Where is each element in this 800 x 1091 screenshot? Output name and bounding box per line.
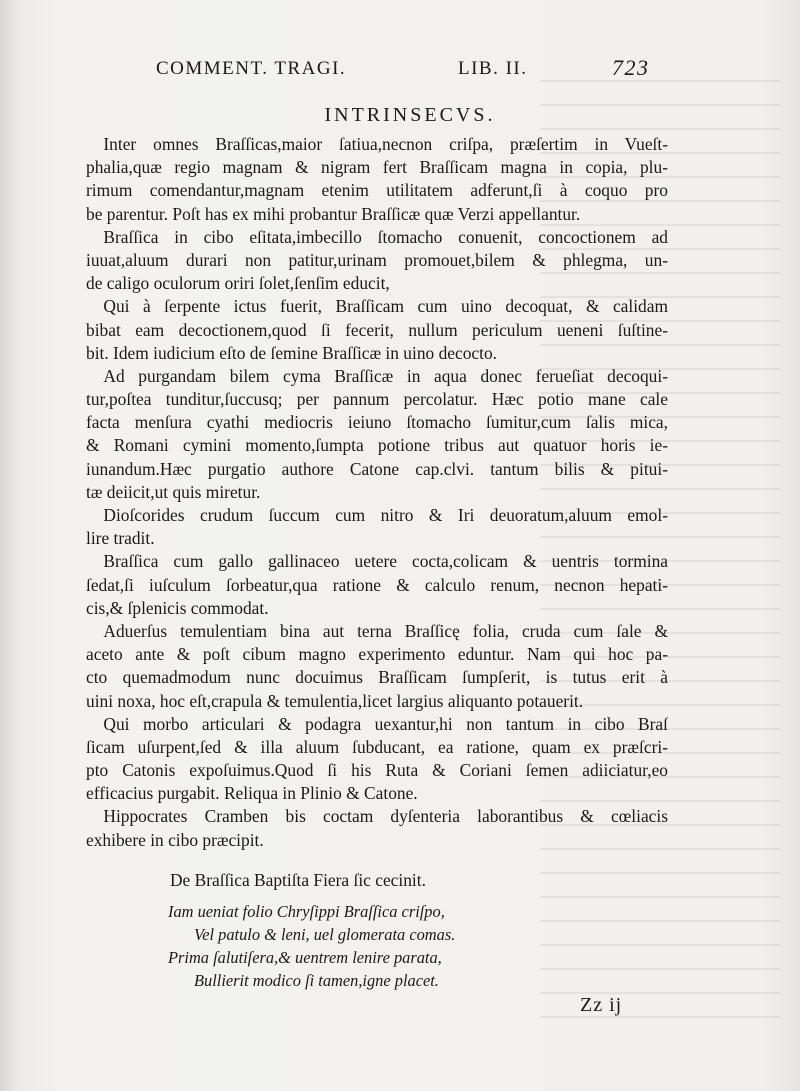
paragraph bbox=[86, 133, 668, 226]
text-line: Braſſica cum gallo gallinaceo uetere cocta,colicam & uentris tormina bbox=[103, 551, 668, 572]
paragraph bbox=[86, 504, 668, 550]
verse-line: Vel patulo & leni, uel glomerata comas. bbox=[194, 925, 456, 944]
text-line: de caligo oculorum oriri ſolet,ſenſim educit, bbox=[86, 273, 390, 294]
text-line: bibat eam decoctionem,quod ſi fecerit, nullum periculum ueneni ſuſtine- bbox=[86, 319, 668, 340]
epigraph-intro: De Braſſica Baptiſta Fiera ſic cecinit. bbox=[170, 870, 426, 890]
text-line: Qui morbo articulari & podagra uexantur,hi non tantum in cibo Braſ bbox=[103, 713, 668, 734]
paragraph bbox=[86, 620, 668, 713]
page-number: 723 bbox=[612, 55, 650, 80]
verse-line: Iam ueniat folio Chryſippi Braſſica criſpo, bbox=[168, 902, 445, 921]
text-line: exhibere in cibo præcipit. bbox=[86, 829, 264, 850]
text-line: cis,& ſplenicis commodat. bbox=[86, 597, 269, 618]
running-header bbox=[150, 55, 670, 88]
body-text bbox=[86, 133, 668, 852]
header-title: COMMENT. TRAGI. bbox=[156, 58, 347, 79]
text-line: iunandum.Hæc purgatio authore Catone cap.clvi. tantum bilis & pitui- bbox=[86, 458, 668, 479]
text-line: efficacius purgabit. Reliqua in Plinio & Catone. bbox=[86, 783, 418, 804]
text-line: uini noxa, hoc eſt,crapula & temulentia,licet largius aliquanto potauerit. bbox=[86, 690, 584, 711]
section-title: INTRINSECVS. bbox=[324, 104, 496, 126]
text-line: tæ deiicit,ut quis miretur. bbox=[86, 481, 261, 502]
text-line: & Romani cymini momento,ſumpta potione tribus aut quatuor horis ie- bbox=[86, 435, 668, 456]
text-line: pto Catonis expoſuimus.Quod ſi his Ruta & Coriani ſemen adiiciatur,eo bbox=[86, 760, 668, 781]
text-line: tur,poſtea tunditur,ſuccusq; per pannum percolatur. Hæc potio mane cale bbox=[86, 389, 668, 410]
text-line: Qui à ſerpente ictus fuerit, Braſſicam cum uino decoquat, & calidam bbox=[103, 296, 668, 317]
text-line: lire tradit. bbox=[86, 528, 155, 549]
text-line: iuuat,aluum durari non patitur,urinam promouet,bilem & phlegma, un- bbox=[86, 249, 668, 270]
text-line: aceto ante & poſt cibum magno experimento eduntur. Nam qui hoc pa- bbox=[86, 644, 668, 665]
text-line: ſedat,ſi iuſculum ſorbeatur,qua ratione & calculo renum, necnon hepati- bbox=[86, 574, 668, 595]
paragraph bbox=[86, 550, 668, 620]
verse-line: Prima ſalutiſera,& uentrem lenire parata, bbox=[168, 948, 442, 967]
verse-block bbox=[168, 900, 528, 992]
header-book: LIB. II. bbox=[458, 58, 528, 79]
text-line: phalia,quæ regio magnam & nigram fert Braſſicam magna in copia, plu- bbox=[86, 157, 668, 178]
text-line: rimum comendantur,magnam etenim utilitatem adferunt,ſi à coquo pro bbox=[86, 180, 668, 201]
text-line: be parentur. Poſt has ex mihi probantur Braſſicæ quæ Verzi appellantur. bbox=[86, 203, 581, 224]
paragraph bbox=[86, 365, 668, 504]
text-line: Dioſcorides crudum ſuccum cum nitro & Iri deuoratum,aluum emol- bbox=[103, 505, 668, 525]
paragraph bbox=[86, 805, 668, 851]
text-line: Hippocrates Cramben bis coctam dyſenteria laborantibus & cœliacis bbox=[103, 806, 668, 827]
text-line: Inter omnes Braſſicas,maior ſatiua,necnon criſpa, præſertim in Vueſt- bbox=[103, 134, 668, 154]
signature-mark: Zz ij bbox=[580, 994, 623, 1016]
text-line: Aduerſus temulentiam bina aut terna Braſſicę folia, cruda cum ſale & bbox=[103, 620, 668, 641]
paragraph bbox=[86, 226, 668, 296]
text-line: bit. Idem iudicium eſto de ſemine Braſſicæ in uino decocto. bbox=[86, 342, 497, 363]
text-line: cto quemadmodum nunc docuimus Braſſicam ſumpſerit, is tutus erit à bbox=[86, 667, 668, 688]
verse-line: Bullierit modico ſi tamen,igne placet. bbox=[194, 971, 439, 990]
paragraph bbox=[86, 713, 668, 806]
text-line: facta menſura cyathi mediocris ieiuno ſtomacho ſumitur,cum ſalis mica, bbox=[86, 412, 668, 433]
text-line: Braſſica in cibo eſitata,imbecillo ſtomacho conuenit, concoctionem ad bbox=[103, 226, 668, 247]
paragraph bbox=[86, 295, 668, 365]
text-line: Ad purgandam bilem cyma Braſſicæ in aqua donec ferueſiat decoqui- bbox=[103, 365, 668, 386]
text-line: ſicam uſurpent,ſed & illa aluum ſubducant, ea ratione, quam ex præſcri- bbox=[86, 736, 668, 757]
